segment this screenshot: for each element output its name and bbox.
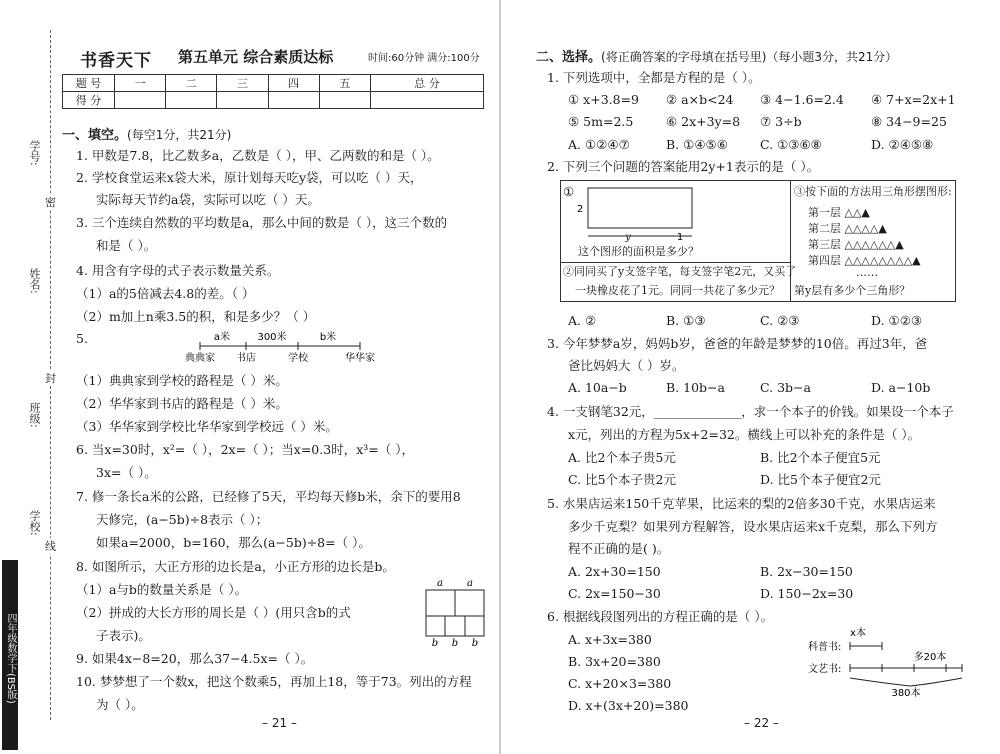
question-line: （1）a的5倍减去4.8的差。（ ） — [76, 286, 255, 301]
seal-mark-xian: 线 — [45, 540, 56, 553]
q3-option-a[interactable]: A. 10a−b — [568, 380, 627, 395]
q1-choice: ③ 4−1.6=2.4 — [760, 92, 844, 107]
question-line: 为（ ）。 — [96, 697, 144, 712]
page-title: 第五单元 综合素质达标 — [178, 48, 334, 66]
question-line: 9. 如果4x−8=20，那么37−4.5x=（ ）。 — [76, 651, 314, 666]
q3-stem-line-1: 3. 今年梦梦a岁，妈妈b岁，爸爸的年龄是梦梦的10倍。再过3年，爸 — [547, 336, 928, 351]
margin-label-class: 班级: — [28, 402, 41, 428]
triangle-layer-3: 第三层 △△△△△△▲ — [808, 238, 904, 251]
q2-rectangle-figure — [572, 186, 722, 242]
q6-segment-diagram — [800, 626, 970, 698]
q3-option-c[interactable]: C. 3b−a — [760, 380, 811, 395]
q4-option-a[interactable]: A. 比2个本子贵5元 — [568, 450, 676, 465]
score-input-cell[interactable] — [319, 92, 370, 109]
segment-label-a: a米 — [213, 332, 231, 343]
section-1-heading — [62, 124, 231, 143]
q2-part-2-line-1: ②同同买了y支签字笔，每支签字笔2元，又买了 — [563, 265, 797, 278]
q2-box-divider — [560, 262, 790, 263]
q5-option-b[interactable]: B. 2x−30=150 — [760, 564, 853, 579]
question-line: 2. 学校食堂运来x袋大米，原计划每天吃y袋，可以吃（ ）天， — [76, 170, 423, 185]
q6-option-b[interactable]: B. 3x+20=380 — [568, 654, 661, 669]
score-cell: 得 分 — [63, 92, 115, 109]
q5-option-c[interactable]: C. 2x=150−30 — [568, 586, 661, 601]
q5-stem-line-2: 多少千克梨？如果列方程解答，设水果店运来x千克梨，那么下列方 — [568, 519, 938, 534]
score-cell: 一 — [115, 75, 166, 92]
question-line: 3. 三个连续自然数的平均数是a，那么中间的数是（ ），这三个数的 — [76, 215, 448, 230]
q2-option-b[interactable]: B. ①③ — [666, 313, 706, 328]
question-line: 10. 梦梦想了一个数x，把这个数乘5，再加上18，等于73。列出的方程 — [76, 674, 472, 689]
segment-label-b: b米 — [319, 332, 337, 343]
question-line: 如果a=2000，b=160，那么(a−5b)÷8=（ ）。 — [96, 535, 371, 550]
section-2-title: 二、选择。 — [536, 50, 602, 65]
q5-option-a[interactable]: A. 2x+30=150 — [568, 564, 661, 579]
q4-option-b[interactable]: B. 比2个本子便宜5元 — [760, 450, 881, 465]
rectangle — [588, 188, 692, 228]
q4-stem-line-1: 4. 一支钢笔32元，______________，求一个本子的价钱。如果设一个本子 — [547, 404, 954, 419]
score-input-cell[interactable] — [268, 92, 319, 109]
q2-stem: 2. 下列三个问题的答案能用2y+1表示的是（ ）。 — [547, 159, 820, 174]
question-line: （2）拼成的大长方形的周长是（ ）(用只含b的式 — [76, 605, 351, 620]
literature-books-label: 文艺书: — [808, 664, 842, 675]
width-label-y: y — [625, 232, 631, 242]
question-line: 子表示)。 — [96, 628, 151, 643]
section-1-note: (每空1分，共21分) — [127, 128, 232, 142]
q4-stem-line-2: x元，列出的方程为5x+2=32。横线上可以补充的条件是（ ）。 — [568, 427, 921, 442]
q6-stem: 6. 根据线段图列出的方程正确的是（ ）。 — [547, 609, 774, 624]
title-row — [80, 46, 490, 71]
exam-meta: 时间:60分钟 满分:100分 — [368, 53, 480, 64]
question-line: 1. 甲数是7.8，比乙数多a，乙数是（ ），甲、乙两数的和是（ ）。 — [76, 148, 440, 163]
q3-stem-line-2: 爸比妈妈大（ ）岁。 — [568, 358, 685, 373]
section-1-title: 一、填空。 — [62, 128, 128, 143]
book-spine-label: 四年级数学下(BS版) — [2, 560, 18, 750]
page-number: – 22 – — [744, 716, 779, 730]
q2-box-divider — [790, 180, 791, 302]
question-line: （1）a与b的数量关系是（ ）。 — [76, 582, 248, 597]
total-380-label: 380本 — [891, 688, 921, 698]
q2-part-3-question: 第y层有多少个三角形？ — [794, 284, 911, 297]
margin-label-student-id: 学号: — [28, 140, 41, 166]
question-line: （1）典典家到学校的路程是（ ）米。 — [76, 373, 288, 388]
q1-option-a[interactable]: A. ①②④⑦ — [568, 137, 630, 152]
q1-choice: ① x+3.8=9 — [568, 92, 640, 107]
q1-choice: ② a×b<24 — [666, 92, 734, 107]
squares-figure — [424, 576, 488, 650]
score-input-cell[interactable] — [166, 92, 217, 109]
height-label: 2 — [576, 204, 584, 215]
q4-option-c[interactable]: C. 比5个本子贵2元 — [568, 472, 676, 487]
triangle-layer-2: 第二层 △△△△▲ — [808, 222, 887, 235]
triangle-layer-ellipsis: …… — [856, 266, 878, 279]
binding-margin — [0, 0, 62, 754]
page-number: – 21 – — [262, 716, 297, 730]
q5-stem-line-3: 程不正确的是( )。 — [568, 541, 670, 556]
score-cell: 总 分 — [370, 75, 483, 92]
q1-choice: ⑥ 2x+3y=8 — [666, 114, 741, 129]
q6-option-d[interactable]: D. x+(3x+20)=380 — [568, 698, 689, 713]
score-table-header-row — [63, 75, 484, 92]
side-label-b: b — [471, 638, 479, 649]
score-cell: 五 — [319, 75, 370, 92]
question-line: 天修完，(a−5b)÷8表示（ ）； — [96, 512, 269, 527]
question-line: 6. 当x=30时，x²=（ ），2x=（ ）；当x=0.3时，x³=（ ）， — [76, 442, 414, 457]
q1-option-b[interactable]: B. ①④⑤⑥ — [666, 137, 728, 152]
seal-mark-mi: 密 — [45, 196, 56, 209]
q4-option-d[interactable]: D. 比5个本子便宜2元 — [760, 472, 881, 487]
brand-logo: 书香天下 — [80, 51, 152, 71]
q2-option-c[interactable]: C. ②③ — [760, 313, 800, 328]
q1-choice: ⑤ 5m=2.5 — [568, 114, 634, 129]
section-2-note: (将正确答案的字母填在括号里)（每小题3分，共21分） — [601, 50, 898, 64]
q5-stem-line-1: 5. 水果店运来150千克苹果，比运来的梨的2倍多30千克，水果店运来 — [547, 496, 936, 511]
seal-mark-feng: 封 — [45, 372, 56, 385]
score-cell: 四 — [268, 75, 319, 92]
q3-option-d[interactable]: D. a−10b — [871, 380, 931, 395]
q1-choice: ④ 7+x=2x+1 — [871, 92, 956, 107]
triangle-layer-4: 第四层 △△△△△△△△▲ — [808, 254, 921, 267]
q1-option-c[interactable]: C. ①③⑥⑧ — [760, 137, 822, 152]
question-line: 8. 如图所示，大正方形的边长是a，小正方形的边长是b。 — [76, 559, 395, 574]
q1-stem: 1. 下列选项中，全都是方程的是（ ）。 — [547, 70, 761, 85]
place-label: 华华家 — [345, 353, 375, 364]
q1-option-d[interactable]: D. ②④⑤⑧ — [871, 137, 934, 152]
q3-option-b[interactable]: B. 10b−a — [666, 380, 725, 395]
question-line: 3x=（ ）。 — [96, 465, 157, 480]
route-line-diagram — [180, 328, 390, 364]
q2-part-1-question: 这个图形的面积是多少？ — [578, 245, 699, 258]
question-line: （2）华华家到书店的路程是（ ）米。 — [76, 396, 288, 411]
q2-part-1-marker: ① — [563, 184, 575, 199]
question-line: （2）m加上n乘3.5的积，和是多少？（ ） — [76, 309, 316, 324]
margin-label-name: 姓名: — [28, 268, 41, 294]
q2-option-a[interactable]: A. ② — [568, 313, 597, 328]
score-table — [62, 74, 484, 109]
question-line: （3）华华家到学校比华华家到学校远（ ）米。 — [76, 419, 338, 434]
score-cell: 题 号 — [63, 75, 115, 92]
side-label-b: b — [431, 638, 439, 649]
side-label-a: a — [437, 578, 443, 589]
segment-label-300: 300米 — [257, 332, 287, 343]
science-books-label: 科普书: — [808, 642, 842, 653]
q1-choice: ⑧ 34−9=25 — [871, 114, 947, 129]
triangle-layer-1: 第一层 △△▲ — [808, 206, 870, 219]
extra-label-1: 1 — [676, 232, 684, 242]
q6-option-a[interactable]: A. x+3x=380 — [568, 632, 652, 647]
q2-option-d[interactable]: D. ①②③ — [871, 313, 923, 328]
question-line: 和是（ ）。 — [96, 238, 157, 253]
question-line: 实际每天节约a袋，实际可以吃（ ）天。 — [96, 192, 320, 207]
place-label: 学校 — [288, 353, 308, 364]
q2-part-2-line-2: 一块橡皮花了1元。同同一共花了多少元？ — [575, 284, 780, 297]
question-line: 5. — [76, 331, 88, 346]
question-line: 7. 修一条长a米的公路，已经修了5天，平均每天修b米，余下的要用8 — [76, 489, 461, 504]
q5-option-d[interactable]: D. 150−2x=30 — [760, 586, 854, 601]
section-2-heading — [536, 46, 897, 65]
score-table-score-row — [63, 92, 484, 109]
x-books-label: x本 — [850, 628, 866, 639]
side-label-a: a — [467, 578, 473, 589]
q1-choice: ⑦ 3÷b — [760, 114, 802, 129]
score-cell: 二 — [166, 75, 217, 92]
score-input-cell[interactable] — [217, 92, 268, 109]
place-label: 书店 — [236, 353, 256, 364]
place-label: 典典家 — [185, 353, 215, 364]
side-label-b: b — [451, 638, 459, 649]
total-brace — [850, 678, 962, 686]
q6-option-c[interactable]: C. x+20×3=380 — [568, 676, 672, 691]
margin-label-school: 学校: — [28, 510, 41, 536]
q2-part-3-title: ③按下面的方法用三角形摆图形: — [794, 185, 952, 198]
score-input-cell[interactable] — [370, 92, 483, 109]
question-line: 4. 用含有字母的式子表示数量关系。 — [76, 263, 280, 278]
score-cell: 三 — [217, 75, 268, 92]
score-input-cell[interactable] — [115, 92, 166, 109]
more-20-label: 多20本 — [913, 652, 947, 663]
